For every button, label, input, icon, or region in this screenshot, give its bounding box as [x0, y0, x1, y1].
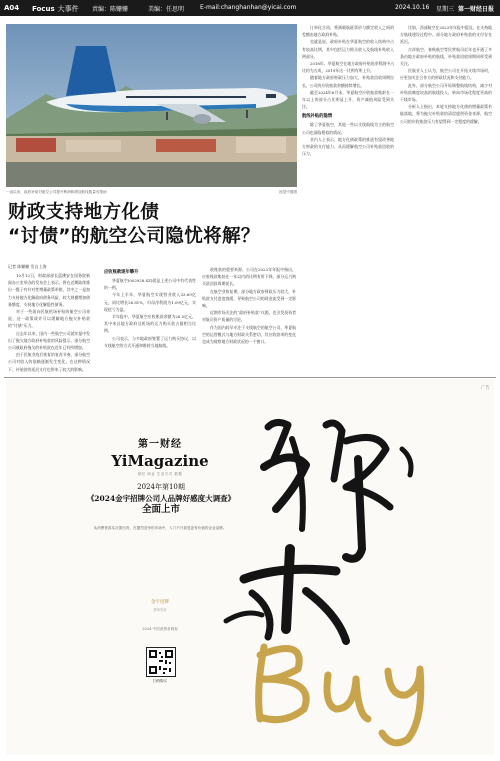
section-name: Focus: [32, 5, 55, 13]
article-column-5: [400, 24, 492, 372]
magazine-logo: [102, 435, 218, 477]
paragraph: 由于民航业疫后恢复的复苏节奏，部分航空公司对收入的依赖逐渐发生变化，在这种情况下，补贴款的延迟支付也带来了较大的影响。: [8, 352, 90, 372]
gold-brand-sub: 榜单发布: [153, 608, 167, 612]
paragraph: 华夏航空(002928.SZ)就是上述公司中有代表性的一例。: [104, 278, 196, 291]
paragraph: 今年上半年，华夏航空实现营业收入33.69亿元，同比增长26.81%，归母净利润为1.09亿元，实现扭亏为盈。: [104, 292, 196, 312]
article-column-4: [302, 24, 394, 372]
photo-credit: 视觉中国图: [279, 190, 297, 194]
gold-brand-name: 金宇招牌: [151, 600, 169, 605]
paragraph: 自去年以来，国内一些航空公司就年报中发出了拖欠地方政府补贴款的风险提示，部分航空公司被政府拖欠的补贴款在近年已有所增加。: [8, 330, 90, 351]
ad-blurb: 从消费者真实反馈出发，在激烈竞争的市场中，入门不只看见更有价值的企业品牌。: [93, 526, 227, 530]
paragraph: 2018年，华夏航空在地方政府补贴的净利润中占比约为五成，2019年这一比例有所上升。: [302, 61, 394, 74]
news-photo: [6, 24, 297, 187]
headline-line-1: 财政支持地方化债: [8, 202, 160, 223]
issue-info: [76, 482, 246, 515]
magazine-name-cn: 第一财经: [138, 439, 182, 450]
paragraph: 此外，部分航空公司开始调整航线结构，减少对补贴依赖度较高的航线投入，转向市场化程度更高的干线市场。: [400, 82, 492, 103]
paragraph: 民航业人士认为，航空公司在开拓支线市场时，应更加关注合作方的财政状况和支付能力。: [400, 68, 492, 81]
paragraph: 在航空业恢复期，部分地方政府财政压力较大，补贴款支付进度放缓，导致航空公司的现金流受到一定影响。: [202, 288, 296, 309]
subheading: 应收账款逐年攀升: [104, 270, 139, 275]
paragraph: 随着地方政府财政压力加大，补贴款回收周期拉长，公司的应收账款余额持续增长。: [302, 75, 394, 88]
subheading: 航线补贴的隐情: [302, 114, 333, 120]
issue-title: 《2024金宇招牌公司人品牌好感度大调查》: [86, 494, 236, 503]
issue-number: 2024年第10期: [137, 483, 185, 491]
article-column-1: [8, 272, 90, 372]
paragraph: 10月12日，财政部部长蓝佛安在国务院新闻办公室举办的发布会上表示，将在近期陆续推出一揽子有针对性增量政策举措，其中之一是加力支持地方化解政府债务风险，较大规模增加债务额度，支持地方化解隐性债务。: [8, 273, 90, 307]
paragraph: 分析人士指出，本轮支持地方化债的增量政策若能落地，将为拖欠补贴款的清偿提供资金来源，航空公司的应收账款压力有望得到一定程度的缓解。: [400, 104, 492, 124]
paragraph: 收账款的重要来源。公司在2023年年报中指出，应收账款账龄在一年以内的比例有所下降，部分运力购买款回款周期延长。: [202, 267, 296, 287]
paragraph: 截至2024年6月末，华夏航空应收账款账龄在一年以上的部分占比明显上升，资产减值风险受到关注。: [302, 89, 394, 110]
photo-caption: [6, 190, 297, 195]
advertisement[interactable]: [6, 379, 494, 755]
airplane-photo-illustration: [6, 24, 297, 187]
page-number: A04: [4, 4, 20, 12]
qr-code-icon[interactable]: [146, 647, 176, 677]
magazine-tagline: 财经 商业 生活方式 数据: [137, 472, 183, 476]
newspaper-name: 第一财经日报: [458, 6, 495, 13]
ad-label: 广告: [481, 386, 490, 391]
paragraph: 半年报中，华夏航空应收账款余额为26.5亿元，其中来自地方政府及机场的运力购买款占据相当比例。: [104, 314, 196, 334]
page-header: [0, 0, 500, 16]
issue-date: 2024.10.16: [395, 4, 430, 11]
paragraph: 对于一些面向民航机场补贴的航空公司来说，这一政策或许可以缓解地方拖欠补贴款的“讨债”压力。: [8, 309, 90, 329]
scan-to-buy-label: 扫码购买: [152, 679, 168, 683]
paragraph: 近期市场关注的“政府补贴款”议题，也引发投资者对航司资产质量的讨论。: [202, 310, 296, 323]
calligraphy-artwork: [6, 379, 494, 755]
publisher-mark: 2024 中国消费者调查: [142, 627, 178, 631]
article-headline: [8, 201, 298, 249]
paragraph: 业内人士表示，地方化债政策的推进有望改善地方财政的支付能力，从而缓解航空公司补贴款回收的压力。: [302, 136, 394, 157]
on-sale-text: 全面上市: [141, 504, 180, 515]
paragraph: 吉祥航空、春秋航空等民营航司近年也开通了多条由地方政府补贴的航线，补贴款回收周期同样受到关注。: [400, 46, 492, 67]
section-name-cn: 大事件: [57, 5, 79, 13]
article-column-3: [202, 266, 296, 372]
paragraph: 订单化合同，将满载航班票价与额定收入之间的差额由地方政府补贴。: [302, 25, 394, 38]
byline: 记者 陈姗姗 发自上海: [8, 264, 47, 269]
section-title: [32, 4, 79, 14]
qr-pattern: [147, 648, 175, 676]
paragraph: 也就是说，政府补贴在华夏航空的收入结构中占有较高比例，其中包括运力购买收入及航线补贴收入两部分。: [302, 39, 394, 59]
paragraph: 作为国内较早专注于支线航空的航空公司，华夏航空的运营模式与地方财政关系密切，其应收款项的变化也成为观察地方财政状况的一个窗口。: [202, 324, 296, 345]
article-column-2: [104, 266, 196, 372]
headline-line-2: “讨债”的航空公司隐忧将解？: [8, 226, 260, 247]
magazine-name-en: YiMagazine: [111, 452, 209, 470]
photo-caption-text: 一直以来，政府补贴对航空公司提升利润和增加航线数量有帮助: [6, 190, 107, 194]
paragraph: 比如，西部航空在2023年年报中提及，在支持地方航线建设过程中，部分地方政府补贴款的支付存在延迟。: [400, 25, 492, 45]
section-divider: [4, 377, 496, 378]
gold-brand: [134, 599, 186, 612]
weekday: 星期三: [436, 6, 455, 13]
paragraph: 公司表示，与多地政府签署了运力购买协议，以支线航空的方式开通和维持当地航线。: [104, 335, 196, 348]
paragraph: 除了华夏航空，其他一些以支线航线为主的航空公司也面临相似的情况。: [302, 122, 394, 135]
designer-label: 美编：任思明: [148, 6, 185, 13]
email-label: E-mail:changhanhan@yicai.com: [200, 4, 297, 11]
editor-label: 责编：陈姗姗: [92, 6, 129, 13]
